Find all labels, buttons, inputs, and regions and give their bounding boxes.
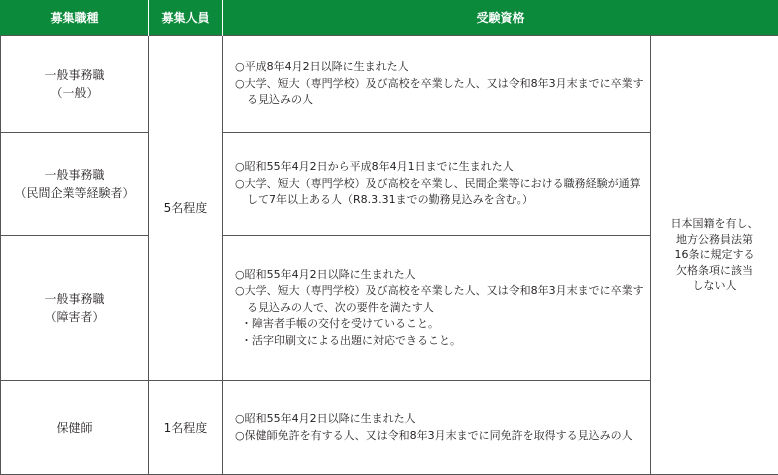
job-title-experienced: 一般事務職 （民間企業等経験者） <box>1 133 149 236</box>
qualification-item: ○昭和55年4月2日以降に生まれた人 <box>235 412 416 425</box>
qualification-item: ○大学、短大（専門学校）及び高校を卒業した人、又は令和8年3月末までに卒業する見込みの人 <box>235 76 644 107</box>
positions-nurse: 1名程度 <box>149 381 223 475</box>
job-title-general: 一般事務職 （一般） <box>1 36 149 133</box>
qualification-disability <box>223 236 651 381</box>
qualification-item: ○昭和55年4月2日以降に生まれた人 <box>235 267 416 281</box>
qualification-item: ○平成8年4月2日以降に生まれた人 <box>235 60 409 74</box>
qualification-general <box>223 36 651 133</box>
requirement-item: ・活字印刷文による出題に対応できること。 <box>241 333 461 347</box>
qualification-item: ○保健師免許を有する人、又は令和8年3月末までに同免許を取得する見込みの人 <box>235 428 633 442</box>
qualification-nurse <box>223 381 651 475</box>
qualification-experienced <box>223 133 651 236</box>
requirement-item: ・障害者手帳の交付を受けていること。 <box>241 317 439 331</box>
header-qualification: 受験資格 <box>223 0 778 36</box>
nationality-note: 日本国籍を有し、 地方公務員法第 16条に規定する 欠格条項に該当 しない人 <box>651 36 778 475</box>
qualification-item: ○大学、短大（専門学校）及び高校を卒業し、民間企業等における職務経験が通算して7年以上ある人（R8.3.31までの勤務見込みを含む。） <box>235 176 641 207</box>
job-title-nurse: 保健師 <box>1 381 149 475</box>
positions-general: 5名程度 <box>149 36 223 381</box>
header-job-title: 募集職種 <box>1 0 149 36</box>
qualification-item: ○大学、短大（専門学校）及び高校を卒業した人、又は令和8年3月末までに卒業する見込みの人で、次の要件を満たす人 <box>235 284 644 314</box>
qualification-item: ○昭和55年4月2日から平成8年4月1日までに生まれた人 <box>235 160 514 174</box>
table-header-row <box>1 0 778 36</box>
header-positions: 募集人員 <box>149 0 223 36</box>
job-title-disability: 一般事務職 （障害者） <box>1 236 149 381</box>
table-row <box>1 36 778 133</box>
